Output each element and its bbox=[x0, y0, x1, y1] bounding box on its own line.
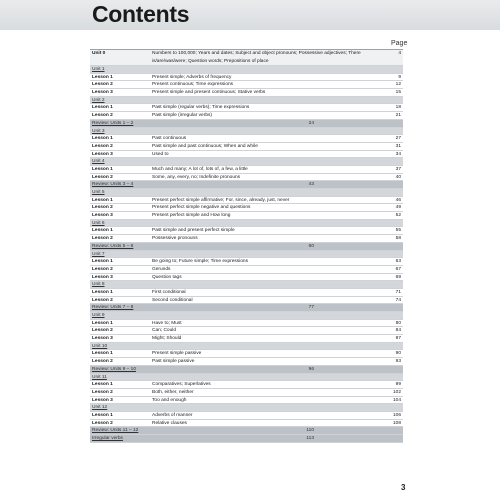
section-label: Unit 6 bbox=[92, 220, 105, 226]
section-label: Unit 10 bbox=[92, 343, 108, 349]
page-ref: 87 bbox=[395, 336, 401, 342]
page-ref: 108 bbox=[392, 420, 401, 426]
lesson-label: Lesson 2 bbox=[92, 328, 113, 334]
page-ref: 43 bbox=[308, 182, 314, 188]
review-row bbox=[90, 435, 403, 443]
page-ref: 69 bbox=[395, 274, 401, 280]
topic-text: Might; Should bbox=[152, 336, 182, 342]
page-ref: 12 bbox=[395, 82, 401, 88]
topic-text: Can; Could bbox=[152, 328, 176, 334]
lesson-row bbox=[90, 166, 403, 174]
page-ref: 77 bbox=[308, 305, 314, 311]
page-column-header: Page bbox=[391, 40, 408, 47]
topic-text: Comparatives; Superlatives bbox=[152, 382, 211, 388]
section-label: Unit 7 bbox=[92, 251, 105, 257]
page-number: 3 bbox=[401, 483, 406, 492]
lesson-label: Lesson 3 bbox=[92, 90, 113, 96]
topic-text: Possessive pronouns bbox=[152, 236, 198, 242]
topic-text: Present perfect simple affirmative; For, since, already, just, never bbox=[152, 197, 290, 203]
lesson-label: Lesson 1 bbox=[92, 382, 113, 388]
review-row bbox=[90, 243, 403, 251]
topic-text: Present simple passive bbox=[152, 351, 202, 357]
page-ref: 60 bbox=[308, 243, 314, 249]
unit-heading-row bbox=[90, 251, 403, 259]
unit-heading-row bbox=[90, 158, 403, 166]
topic-text: Past simple (regular verbs); Time expressions bbox=[152, 105, 250, 111]
unit-heading-row bbox=[90, 281, 403, 289]
lesson-label: Lesson 3 bbox=[92, 397, 113, 403]
section-label: Review: Units 9 – 10 bbox=[92, 366, 136, 372]
section-label: Unit 2 bbox=[92, 97, 105, 103]
review-row bbox=[90, 120, 403, 128]
lesson-label: Lesson 2 bbox=[92, 143, 113, 149]
page-ref: 58 bbox=[395, 236, 401, 242]
lesson-label: Lesson 1 bbox=[92, 259, 113, 265]
page-ref: 49 bbox=[395, 205, 401, 211]
topic-text: Gerunds bbox=[152, 266, 171, 272]
section-label: Unit 11 bbox=[92, 374, 107, 380]
page-ref: 27 bbox=[395, 136, 401, 142]
page-ref: 37 bbox=[395, 166, 401, 172]
page-ref: 46 bbox=[395, 197, 401, 203]
page-ref: 4 bbox=[398, 51, 401, 56]
lesson-label: Lesson 1 bbox=[92, 289, 113, 295]
section-label: Unit 0 bbox=[92, 51, 106, 56]
lesson-row bbox=[90, 297, 403, 305]
lesson-label: Lesson 1 bbox=[92, 412, 113, 418]
review-row bbox=[90, 304, 403, 312]
lesson-row bbox=[90, 235, 403, 243]
review-row bbox=[90, 181, 403, 189]
section-label: Review: Units 5 – 6 bbox=[92, 243, 134, 249]
page-ref: 74 bbox=[395, 297, 401, 303]
lesson-row bbox=[90, 112, 403, 120]
section-label: Irregular verbs bbox=[92, 436, 123, 441]
topic-text: Past simple and present perfect simple bbox=[152, 228, 235, 234]
lesson-row bbox=[90, 350, 403, 358]
review-row bbox=[90, 427, 403, 435]
page-ref: 99 bbox=[395, 382, 401, 388]
topic-text: Present simple; Adverbs of frequency bbox=[152, 74, 232, 80]
topic-text: Some, any, every, no; Indefinite pronouns bbox=[152, 174, 241, 180]
page-ref: 71 bbox=[395, 289, 401, 295]
lesson-row bbox=[90, 397, 403, 405]
topic-text: Much and many; A lot of, lots of, a few, a little bbox=[152, 166, 248, 172]
lesson-label: Lesson 2 bbox=[92, 174, 113, 180]
page-ref: 80 bbox=[395, 320, 401, 326]
lesson-label: Lesson 2 bbox=[92, 113, 113, 119]
topic-text: Numbers to 100,000; Years and dates; Subject and object pronouns; Possessive adjectives; There is/are/was/were; Question words; Prepositions of place bbox=[152, 51, 361, 64]
lesson-label: Lesson 2 bbox=[92, 82, 113, 88]
lesson-row bbox=[90, 274, 403, 282]
topic-text: Second conditional bbox=[152, 297, 193, 303]
lesson-label: Lesson 1 bbox=[92, 197, 113, 203]
unit-heading-row bbox=[90, 374, 403, 382]
topic-text: Present continuous; Time expressions bbox=[152, 82, 234, 88]
section-label: Unit 1 bbox=[92, 67, 105, 72]
section-label: Unit 4 bbox=[92, 159, 105, 165]
section-label: Unit 3 bbox=[92, 128, 105, 134]
page-ref: 63 bbox=[395, 259, 401, 265]
page-ref: 84 bbox=[395, 328, 401, 334]
lesson-label: Lesson 2 bbox=[92, 205, 113, 211]
section-label: Review: Units 11 – 12 bbox=[92, 428, 139, 434]
lesson-label: Lesson 1 bbox=[92, 166, 113, 172]
topic-text: Present perfect simple and How long bbox=[152, 213, 231, 219]
lesson-row bbox=[90, 358, 403, 366]
topic-text: Past simple (irregular verbs) bbox=[152, 113, 212, 119]
page-ref: 67 bbox=[395, 266, 401, 272]
topic-text: Past simple and past continuous; When and while bbox=[152, 143, 258, 149]
lesson-row bbox=[90, 335, 403, 343]
unit-heading-row bbox=[90, 312, 403, 320]
page-ref: 96 bbox=[308, 366, 314, 372]
page-ref: 18 bbox=[395, 105, 401, 111]
lesson-row bbox=[90, 227, 403, 235]
unit-heading-row bbox=[90, 404, 403, 412]
unit-heading-row bbox=[90, 189, 403, 197]
lesson-label: Lesson 3 bbox=[92, 151, 113, 157]
page-ref: 55 bbox=[395, 228, 401, 234]
page-ref: 104 bbox=[392, 397, 401, 403]
page-ref: 40 bbox=[395, 174, 401, 180]
page-ref: 90 bbox=[395, 351, 401, 357]
page-ref: 106 bbox=[392, 412, 401, 418]
section-label: Unit 12 bbox=[92, 405, 108, 411]
section-label: Review: Units 3 – 4 bbox=[92, 182, 134, 188]
lesson-row bbox=[90, 89, 403, 97]
lesson-label: Lesson 1 bbox=[92, 228, 113, 234]
topic-text: Adverbs of manner bbox=[152, 412, 193, 418]
topic-text: Question tags bbox=[152, 274, 182, 280]
page-ref: 93 bbox=[395, 359, 401, 365]
lesson-row bbox=[90, 320, 403, 328]
lesson-label: Lesson 2 bbox=[92, 420, 113, 426]
page-ref: 15 bbox=[395, 90, 401, 96]
topic-text: Too and enough bbox=[152, 397, 187, 403]
topic-text: Have to; Must bbox=[152, 320, 182, 326]
page-title: Contents bbox=[92, 1, 190, 27]
lesson-label: Lesson 3 bbox=[92, 274, 113, 280]
topic-text: Present perfect simple negative and questions bbox=[152, 205, 251, 211]
unit-heading-row bbox=[90, 220, 403, 228]
lesson-label: Lesson 1 bbox=[92, 74, 113, 80]
lesson-row bbox=[90, 212, 403, 220]
lesson-label: Lesson 1 bbox=[92, 136, 113, 142]
lesson-label: Lesson 2 bbox=[92, 236, 113, 242]
section-label: Review: Units 1 – 2 bbox=[92, 120, 134, 126]
unit-heading-row bbox=[90, 128, 403, 136]
lesson-row bbox=[90, 81, 403, 89]
lesson-row bbox=[90, 266, 403, 274]
page-ref: 24 bbox=[308, 120, 314, 126]
lesson-label: Lesson 1 bbox=[92, 105, 113, 111]
lesson-row bbox=[90, 143, 403, 151]
lesson-row bbox=[90, 50, 403, 66]
topic-text: Present simple and present continuous; Stative verbs bbox=[152, 90, 266, 96]
lesson-row bbox=[90, 174, 403, 182]
lesson-label: Lesson 1 bbox=[92, 320, 113, 326]
lesson-row bbox=[90, 135, 403, 143]
lesson-label: Lesson 1 bbox=[92, 351, 113, 357]
lesson-row bbox=[90, 420, 403, 428]
lesson-row bbox=[90, 289, 403, 297]
lesson-label: Lesson 2 bbox=[92, 389, 113, 395]
lesson-row bbox=[90, 258, 403, 266]
header-banner bbox=[0, 0, 500, 30]
lesson-label: Lesson 3 bbox=[92, 336, 113, 342]
unit-heading-row bbox=[90, 97, 403, 105]
section-label: Unit 5 bbox=[92, 190, 105, 195]
page-ref: 34 bbox=[395, 151, 401, 157]
lesson-row bbox=[90, 151, 403, 159]
lesson-label: Lesson 3 bbox=[92, 213, 113, 219]
unit-heading-row bbox=[90, 66, 403, 74]
lesson-row bbox=[90, 381, 403, 389]
page-ref: 52 bbox=[395, 213, 401, 219]
topic-text: Past continuous bbox=[152, 136, 187, 142]
page-ref: 21 bbox=[395, 113, 401, 119]
topic-text: Past simple passive bbox=[152, 359, 195, 365]
lesson-row bbox=[90, 197, 403, 205]
page-ref: 31 bbox=[395, 143, 401, 149]
topic-text: Used to bbox=[152, 151, 169, 157]
page-ref: 113 bbox=[306, 436, 314, 441]
topic-text: Be going to; Future simple; Time expressions bbox=[152, 259, 248, 265]
lesson-row bbox=[90, 74, 403, 82]
topic-text: Relative clauses bbox=[152, 420, 187, 426]
section-label: Review: Units 7 – 8 bbox=[92, 305, 134, 311]
lesson-row bbox=[90, 389, 403, 397]
lesson-label: Lesson 2 bbox=[92, 266, 113, 272]
contents-table bbox=[90, 49, 403, 443]
topic-text: First conditional bbox=[152, 289, 186, 295]
lesson-row bbox=[90, 204, 403, 212]
lesson-row bbox=[90, 412, 403, 420]
lesson-label: Lesson 2 bbox=[92, 359, 113, 365]
page-ref: 102 bbox=[392, 389, 401, 395]
page-ref: 110 bbox=[306, 428, 314, 434]
unit-heading-row bbox=[90, 343, 403, 351]
lesson-label: Lesson 2 bbox=[92, 297, 113, 303]
section-label: Unit 9 bbox=[92, 313, 105, 318]
section-label: Unit 8 bbox=[92, 282, 105, 288]
review-row bbox=[90, 366, 403, 374]
page-ref: 9 bbox=[398, 74, 401, 80]
lesson-row bbox=[90, 327, 403, 335]
lesson-row bbox=[90, 104, 403, 112]
topic-text: Both, either, neither bbox=[152, 389, 194, 395]
